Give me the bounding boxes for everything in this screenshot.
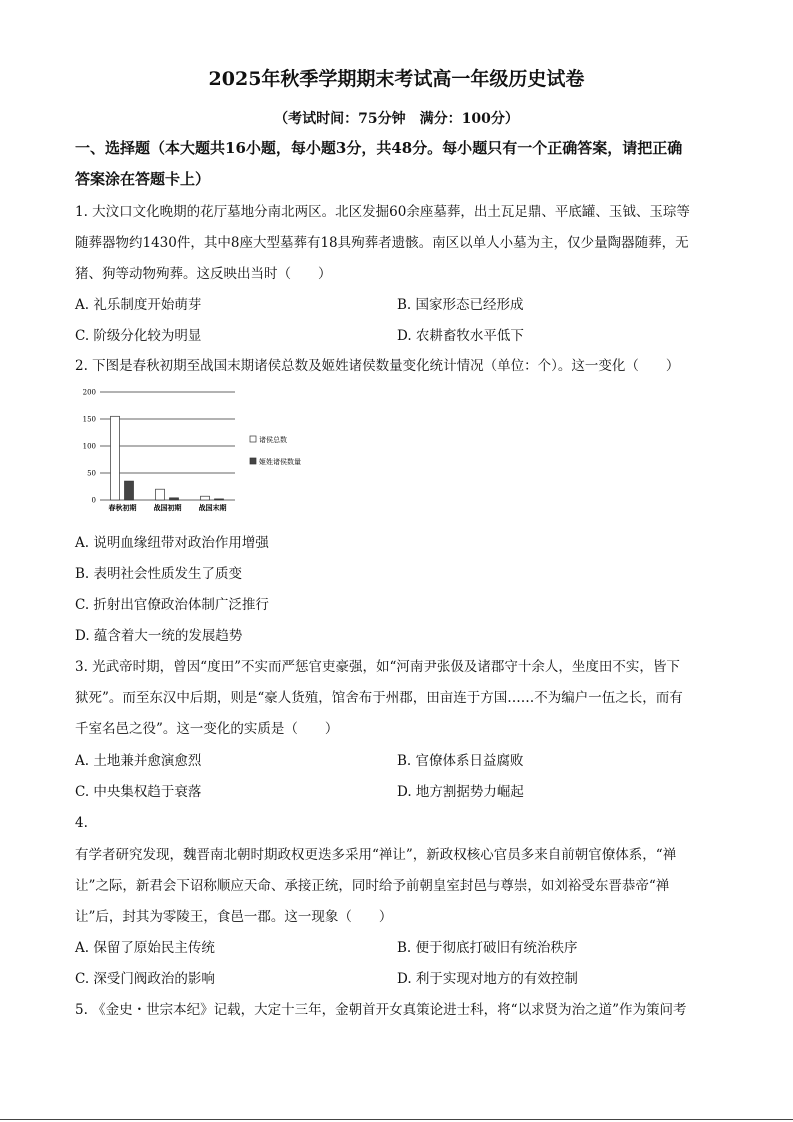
q3-option-c[interactable]: C. 中央集权趋于衰落	[75, 784, 202, 800]
legend-label: 姬姓诸侯数量	[259, 458, 301, 466]
x-tick-label: 战国末期	[198, 503, 227, 512]
legend-swatch	[250, 436, 256, 442]
q1-line: 随葬器物约1430件，其中8座大型墓葬有18具殉葬者遗骸。南区以单人小墓为主，仅少量陶器随葬，无	[75, 235, 689, 251]
q3-option-d[interactable]: D. 地方割据势力崛起	[397, 784, 524, 800]
q1-option-b[interactable]: B. 国家形态已经形成	[397, 297, 524, 313]
y-tick-label: 0	[91, 496, 96, 505]
q3-line: 狱死”。而至东汉中后期，则是“豪人货殖，馆舍布于州郡，田亩连于方国……不为编户一伍之长，而有	[75, 690, 683, 706]
q2-option-c[interactable]: C. 折射出官僚政治体制广泛推行	[75, 597, 269, 613]
q1-option-c[interactable]: C. 阶级分化较为明显	[75, 328, 202, 344]
y-tick-label: 100	[82, 442, 96, 451]
legend-swatch	[250, 458, 256, 464]
bar-诸侯总数	[156, 489, 165, 500]
bar-姬姓诸侯数量	[215, 499, 224, 500]
q1-line: 猪、狗等动物殉葬。这反映出当时（ ）	[75, 266, 332, 282]
x-tick-label: 春秋初期	[108, 503, 137, 512]
y-tick-label: 50	[87, 469, 96, 478]
q4-option-b[interactable]: B. 便于彻底打破旧有统治秩序	[397, 940, 578, 956]
q3-line: 3. 光武帝时期，曾因“度田”不实而严惩官吏豪强，如“河南尹张伋及诸郡守十余人，坐度田不实，皆下	[75, 659, 680, 675]
q1-option-d[interactable]: D. 农耕畜牧水平低下	[397, 328, 524, 344]
q3-option-b[interactable]: B. 官僚体系日益腐败	[397, 753, 524, 769]
section-heading-cont: 答案涂在答题卡上）	[75, 170, 211, 188]
q5-line: 5. 《金史・世宗本纪》记载，大定十三年，金朝首开女真策论进士科，将“以求贤为治之道”作为策问考	[75, 1002, 687, 1018]
q1-line: 1. 大汶口文化晚期的花厅墓地分南北两区。北区发掘60余座墓葬，出土瓦足鼎、平底罐、玉钺、玉琮等	[75, 204, 690, 220]
page-divider	[0, 1119, 793, 1120]
q1-option-a[interactable]: A. 礼乐制度开始萌芽	[75, 297, 202, 313]
q4-line: 让”之际，新君会下诏称顺应天命、承接正统，同时给予前朝皇室封邑与尊崇，如刘裕受东晋恭帝“禅	[75, 878, 670, 894]
bar-chart	[75, 382, 335, 517]
section-heading: 一、选择题（本大题共16小题，每小题3分，共48分。每小题只有一个正确答案，请把正确	[75, 139, 683, 157]
bar-诸侯总数	[111, 416, 120, 500]
bar-姬姓诸侯数量	[170, 498, 179, 500]
q4-line: 让”后，封其为零陵王，食邑一郡。这一现象（ ）	[75, 909, 393, 925]
q2-line: 2. 下图是春秋初期至战国末期诸侯总数及姬姓诸侯数量变化统计情况（单位：个）。这一变化（ ）	[75, 358, 680, 374]
q2-option-d[interactable]: D. 蕴含着大一统的发展趋势	[75, 628, 243, 644]
q2-option-a[interactable]: A. 说明血缘纽带对政治作用增强	[75, 535, 269, 551]
legend-label: 诸侯总数	[259, 436, 287, 444]
y-tick-label: 150	[82, 415, 96, 424]
page-title: 2025年秋季学期期末考试高一年级历史试卷	[208, 68, 585, 90]
q4-option-a[interactable]: A. 保留了原始民主传统	[75, 940, 215, 956]
q4-option-d[interactable]: D. 利于实现对地方的有效控制	[397, 971, 578, 987]
bar-姬姓诸侯数量	[125, 481, 134, 500]
bar-诸侯总数	[201, 496, 210, 500]
q4-line: 有学者研究发现，魏晋南北朝时期政权更迭多采用“禅让”，新政权核心官员多来自前朝官僚体系，“禅	[75, 847, 677, 863]
q2-option-b[interactable]: B. 表明社会性质发生了质变	[75, 566, 243, 582]
q3-line: 千室名邑之役”。这一变化的实质是（ ）	[75, 721, 339, 737]
exam-info: （考试时间：75分钟 满分：100分）	[274, 111, 519, 127]
q3-option-a[interactable]: A. 土地兼并愈演愈烈	[75, 753, 202, 769]
x-tick-label: 战国初期	[153, 503, 182, 512]
y-tick-label: 200	[82, 388, 96, 397]
q4-option-c[interactable]: C. 深受门阀政治的影响	[75, 971, 215, 987]
q4-number: 4.	[75, 815, 88, 831]
